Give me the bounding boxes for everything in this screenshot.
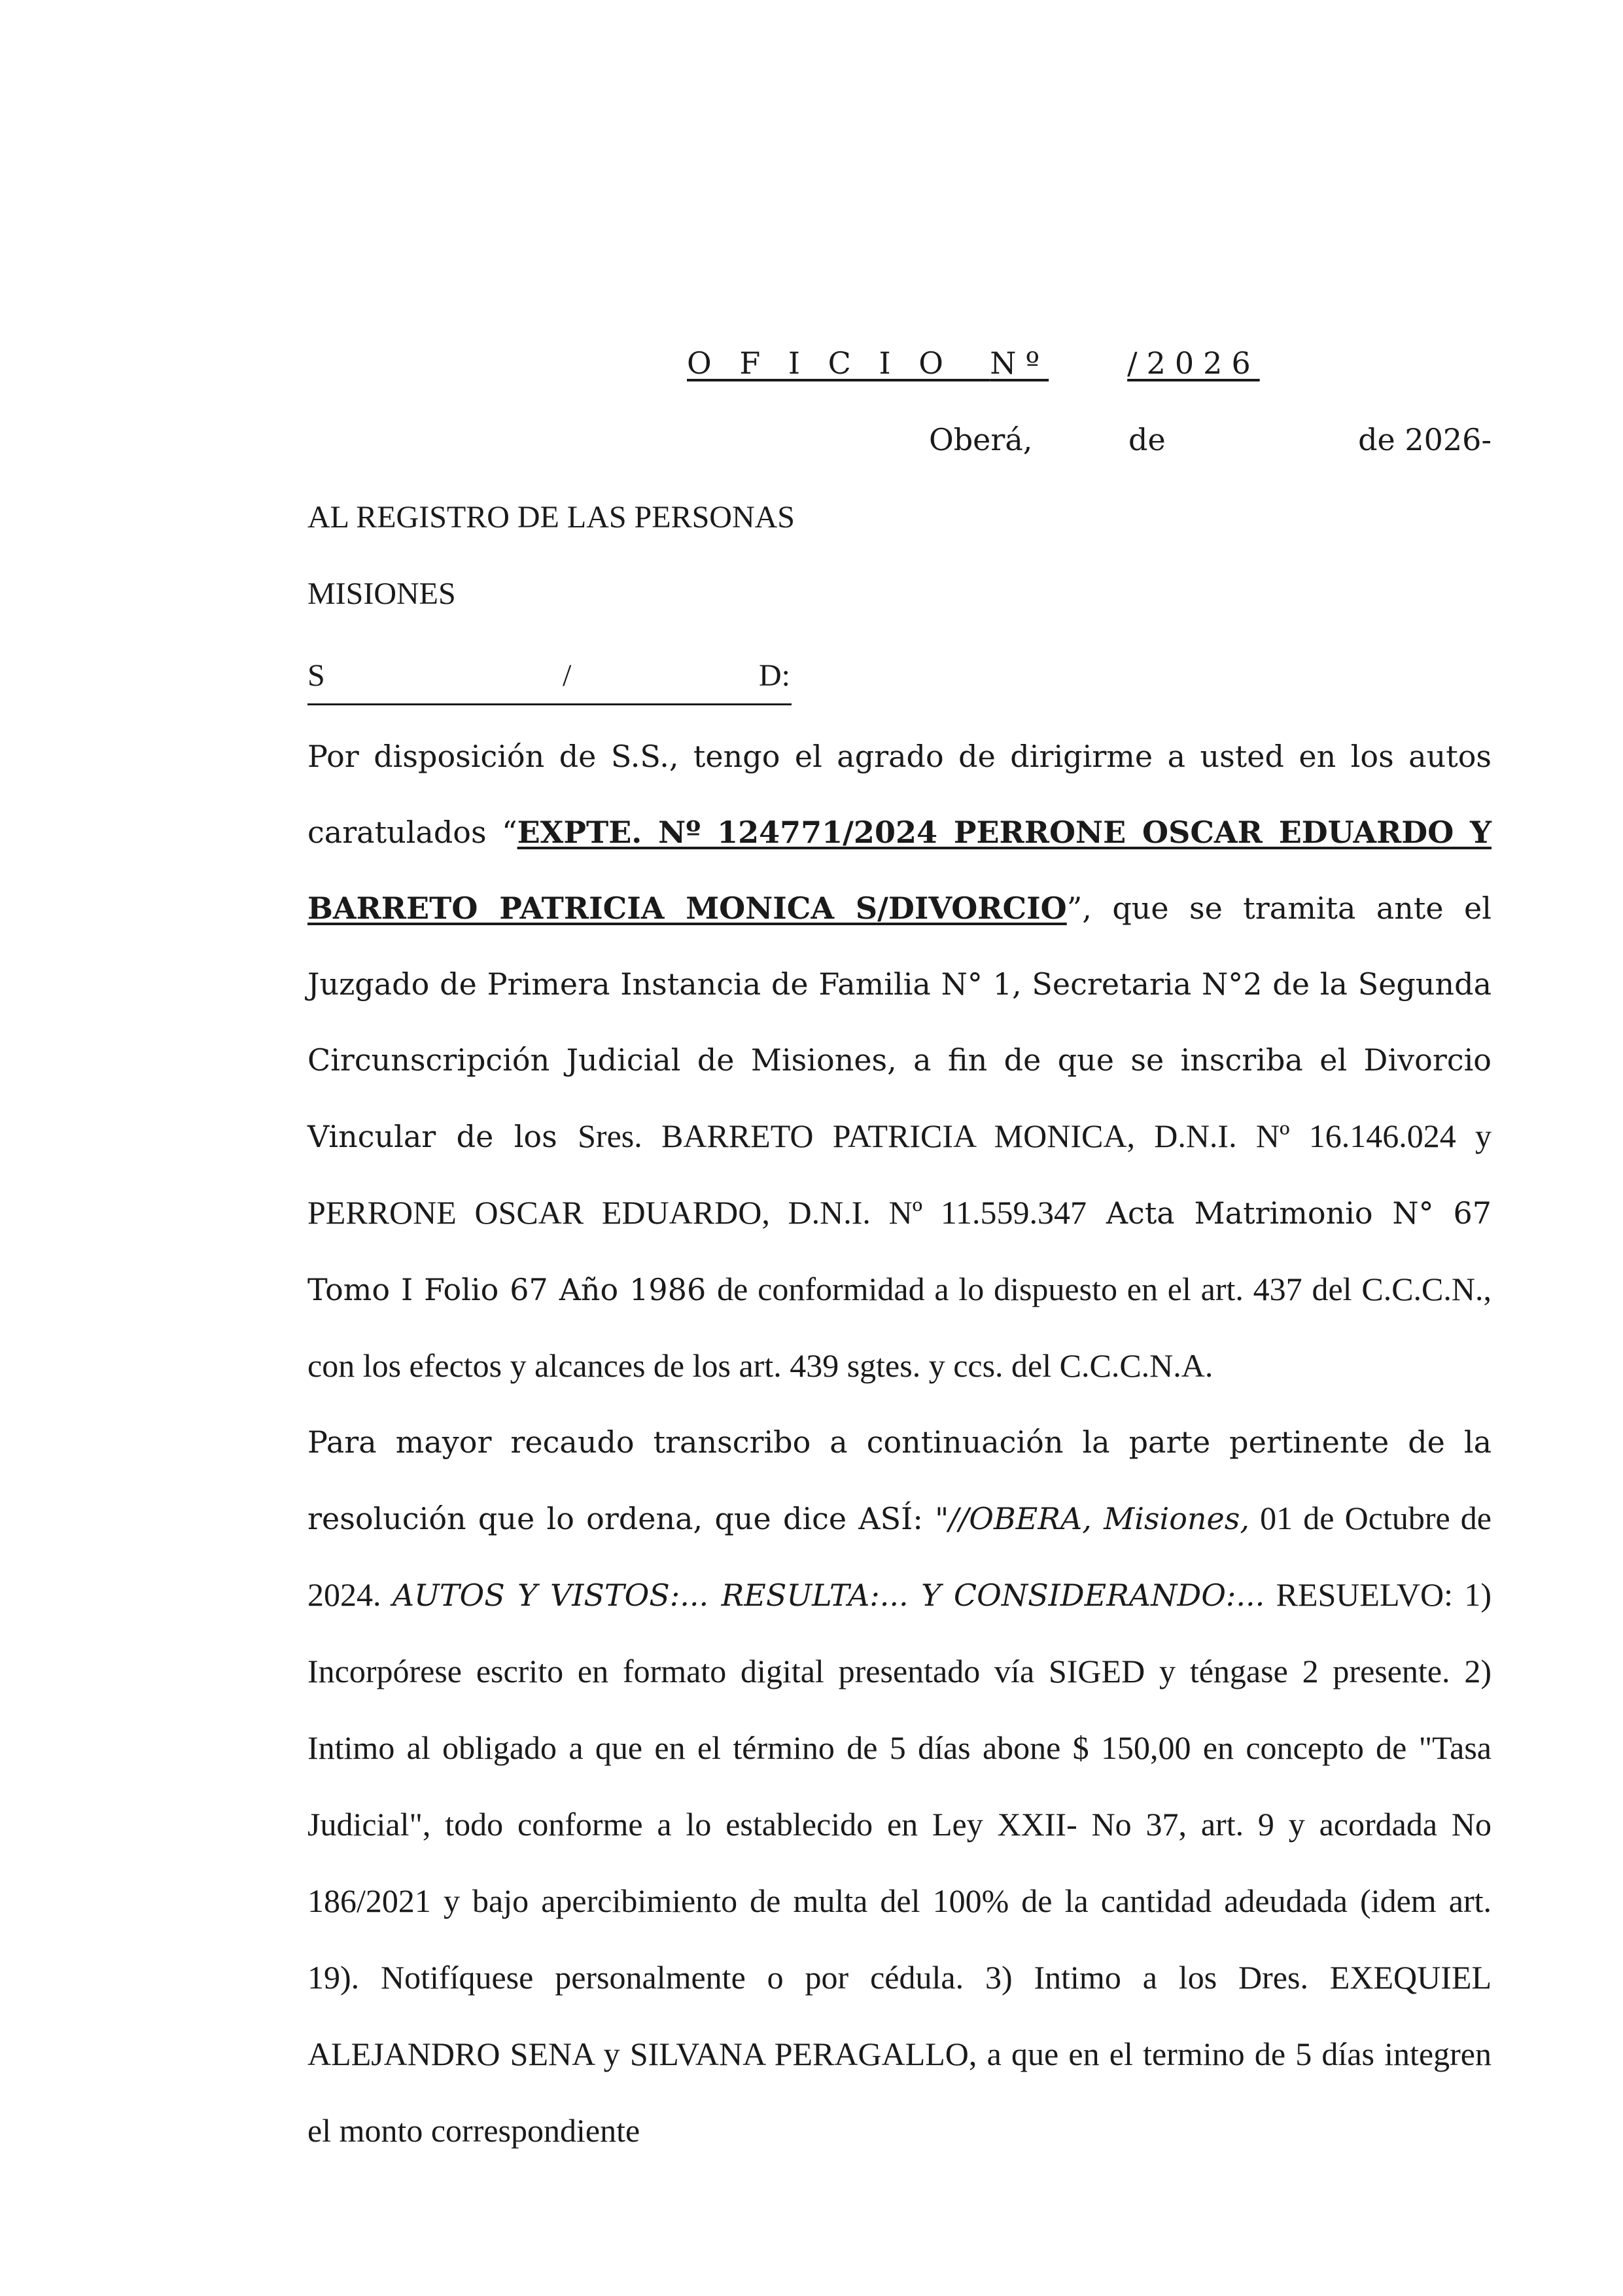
sd-d: D: bbox=[759, 658, 790, 693]
numero-label: Nº bbox=[990, 345, 1049, 381]
paragraph-2 bbox=[307, 1404, 1492, 2169]
p2-text-2: "//OBERA, Misiones, bbox=[935, 1501, 1249, 1536]
date-de-2: de 2026- bbox=[1358, 422, 1492, 457]
p1-open-quote: “ bbox=[502, 815, 517, 850]
sd-slash: / bbox=[563, 658, 572, 693]
numero-year: /2026 bbox=[1127, 345, 1260, 381]
p1-close-quote: ” bbox=[1066, 891, 1083, 926]
p1-text-3: Sres. BARRETO PATRICIA MONICA, D.N.I. Nº 16.146.024 y PERRONE OSCAR EDUARDO, D.N.I. Nº 11.559.347 bbox=[307, 1118, 1492, 1231]
p1-text-1: Por disposición de S.S., tengo el agrado de dirigirme a usted en los autos caratulados bbox=[307, 739, 1492, 850]
case-caption: EXPTE. Nº 124771/2024 PERRONE OSCAR EDUARDO Y BARRETO PATRICIA MONICA S/DIVORCIO bbox=[307, 815, 1492, 926]
sd-line bbox=[307, 658, 792, 705]
date-line bbox=[929, 422, 1492, 468]
p1-text-2: , que se tramita ante el Juzgado de Primera Instancia de Familia N° 1, Secretaria N°2 de la Segunda Circunscripción Judicial de Misiones, a fin de que se inscriba el Divorcio Vincular de los bbox=[307, 891, 1492, 1154]
p2-text-1: Para mayor recaudo transcribo a continuación la parte pertinente de la resolución que lo ordena, que dice ASÍ: bbox=[307, 1424, 1492, 1536]
body-text bbox=[307, 718, 1492, 2169]
p1-text-4: Acta Matrimonio N° 67 Tomo I Folio 67 Año 1986 bbox=[307, 1195, 1492, 1307]
paragraph-1 bbox=[307, 718, 1492, 1404]
p1-text-5: de conformidad a lo dispuesto en el art. 437 del C.C.C.N., con los efectos y alcances de los art. 439 sgtes. y ccs. del C.C.C.N.A. bbox=[307, 1271, 1492, 1384]
oficio-title bbox=[687, 345, 1260, 381]
city: Oberá, bbox=[929, 422, 1033, 457]
oficio-label: O F I C I O bbox=[687, 345, 952, 381]
recipient-line-1: AL REGISTRO DE LAS PERSONAS bbox=[307, 500, 795, 535]
p2-text-5: RESUELVO: 1) Incorpórese escrito en formato digital presentado vía SIGED y téngase 2 presente. 2) Intimo al obligado a que en el término de 5 días abone $ 150,00 en concepto de "Tasa Judicial", todo conforme a lo establecido en Ley XXII- No 37, art. 9 y acordada No 186/2021 y bajo apercibimiento de multa del 100% de la cantidad adeudada (idem art. 19). Notifíquese personalmente o por cédula. 3) Intimo a los Dres. EXEQUIEL ALEJANDRO SENA y SILVANA PERAGALLO, a que en el termino de 5 días integren el monto correspondiente bbox=[307, 1576, 1492, 2149]
recipient-line-2: MISIONES bbox=[307, 576, 456, 611]
sd-s: S bbox=[307, 658, 325, 693]
date-de-1: de bbox=[1128, 422, 1166, 457]
p2-text-4: AUTOS Y VISTOS:... RESULTA:... Y CONSIDERANDO:... bbox=[392, 1578, 1265, 1613]
p2-text-3: 01 de Octubre de 2024. bbox=[307, 1500, 1492, 1613]
